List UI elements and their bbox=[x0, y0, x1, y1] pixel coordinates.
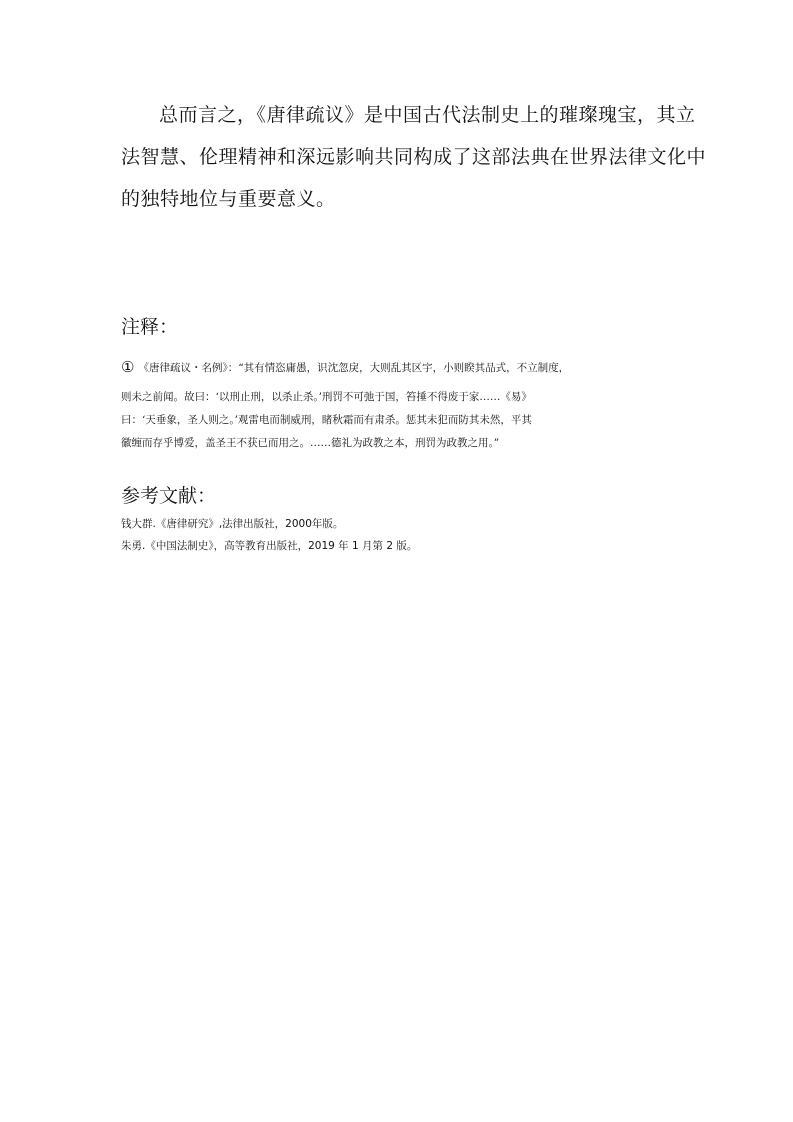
notes-heading: 注释： bbox=[121, 316, 179, 338]
note-line: 则未之前闻。故曰：‘以刑止刑，以杀止杀。’刑罚不可弛于国，笞捶不得废于家……《易》 bbox=[121, 391, 532, 403]
note-line bbox=[121, 358, 569, 376]
paragraph-line: 的独特地位与重要意义。 bbox=[121, 188, 336, 210]
references-heading: 参考文献： bbox=[121, 485, 217, 507]
paragraph-line: 总而言之，《唐律疏议》是中国古代法制史上的璀璨瑰宝，其立 bbox=[159, 104, 696, 126]
note-line: 曰：‘天垂象，圣人则之。’观雷电而制威刑，睹秋霜而有肃杀。惩其未犯而防其未然，平其 bbox=[121, 414, 532, 426]
paragraph-line: 法智慧、伦理精神和深远影响共同构成了这部法典在世界法律文化中 bbox=[121, 146, 707, 168]
conclusion-paragraph bbox=[121, 94, 707, 220]
note-text: 《唐律疏议・名例》：“其有情恣庸愚，识沈忽戾，大则乱其区宇，小则睽其品式，不立制度， bbox=[138, 362, 570, 374]
footnote-marker: ① bbox=[121, 358, 135, 376]
reference-item: 钱大群.《唐律研究》,法律出版社，2000年版。 bbox=[121, 518, 344, 530]
reference-item: 朱勇.《中国法制史》，高等教育出版社，2019 年 1 月第 2 版。 bbox=[121, 540, 418, 552]
note-line: 徽缠而存乎博爱，盖圣王不获已而用之。……德礼为政教之本，刑罚为政教之用。” bbox=[121, 437, 500, 449]
